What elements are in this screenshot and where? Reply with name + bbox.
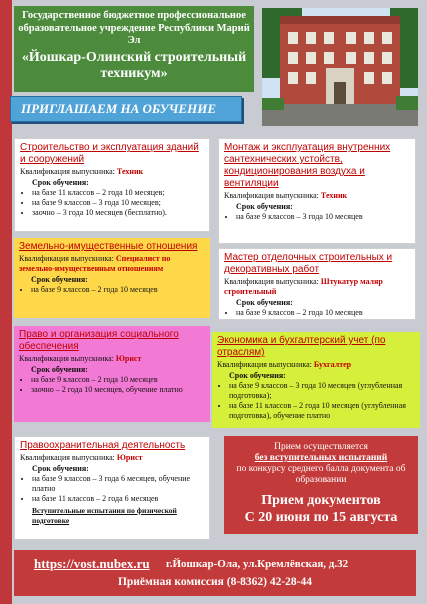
qualification-label: Квалификация выпускника:	[224, 191, 319, 200]
program-card-accounting	[212, 332, 420, 428]
term-list	[224, 212, 410, 222]
admission-dates	[224, 492, 418, 526]
term-list	[19, 375, 205, 395]
term-item: • на базе 9 классов – 3 года 10 месяцев (углубленная подготовка);	[229, 381, 415, 401]
term-label: Срок обучения:	[31, 275, 88, 284]
program-card-plumbing	[218, 138, 416, 244]
program-title: Правоохранительная деятельность	[20, 440, 186, 451]
program-title: Экономика и бухгалтерский учет (по отраслям)	[217, 335, 386, 358]
program-title: Право и организация социального обеспечения	[19, 329, 179, 352]
qualification-value: Техник	[116, 167, 144, 176]
program-card-finishing-works	[218, 248, 416, 320]
term-item: • на базе 9 классов – 3 года 6 месяцев, обучение платно	[32, 474, 204, 494]
entrance-test-note: Вступительные испытания по физической подготовке	[32, 506, 177, 525]
qualification-label: Квалификация выпускника:	[20, 167, 115, 176]
qualification	[20, 167, 204, 177]
contact-footer	[14, 550, 416, 596]
program-title: Монтаж и эксплуатация внутренних сантехнических устойств, кондиционирования воздуха и вентиляции	[224, 142, 391, 189]
term-item: • заочно – 2 года 10 месяцев, обучение платно	[31, 385, 205, 395]
term-item: • на базе 11 классов – 2 года 10 месяцев (углубленная подготовка), обучение платно	[229, 401, 415, 421]
qualification-value: Юрист	[115, 354, 142, 363]
admission-period: С 20 июня по 15 августа	[244, 510, 398, 525]
term-label: Срок обучения:	[32, 464, 89, 473]
admission-line3: по конкурсу среднего балла документа об образовании	[236, 464, 406, 485]
qualification-label: Квалификация выпускника:	[19, 354, 114, 363]
institution-org: Государственное бюджетное профессиональное образовательное учреждение Республики Марий Эл	[18, 10, 250, 46]
qualification-label: Квалификация выпускника:	[19, 254, 114, 263]
admission-line1: Прием осуществляется	[274, 442, 368, 452]
program-title: Земельно-имущественные отношения	[19, 241, 198, 252]
term-label: Срок обучения:	[236, 298, 293, 307]
qualification-value: Техник	[320, 191, 348, 200]
qualification	[19, 354, 205, 364]
qualification	[19, 254, 205, 274]
term-label: Срок обучения:	[31, 365, 88, 374]
term-label: Срок обучения:	[236, 202, 293, 211]
admission-conditions	[224, 442, 418, 486]
program-title: Мастер отделочных строительных и декоративных работ	[224, 252, 393, 275]
program-card-social-law	[14, 326, 210, 422]
qualification	[224, 191, 410, 201]
term-list	[19, 285, 205, 295]
website-link[interactable]: https://vost.nubex.ru	[34, 556, 150, 571]
admission-no-exams: без вступительных испытаний	[254, 453, 388, 463]
term-item: • на базе 9 классов – 3 года 10 месяцев;	[32, 198, 204, 208]
term-list	[20, 188, 204, 218]
admission-docs-label: Прием документов	[261, 493, 381, 508]
qualification-value: Специалист по земельно-имущественным отношениям	[19, 254, 171, 273]
building-photo	[262, 8, 418, 126]
invite-banner: ПРИГЛАШАЕМ НА ОБУЧЕНИЕ	[10, 96, 242, 122]
institution-name: «Йошкар-Олинский строительный техникум»	[21, 49, 247, 81]
qualification	[224, 277, 410, 297]
program-card-construction	[14, 138, 210, 232]
qualification	[20, 453, 204, 463]
term-item: • заочно – 3 года 10 месяцев (бесплатно).	[32, 208, 204, 218]
term-list	[217, 381, 415, 421]
address: г.Йошкар-Ола, ул.Кремлёвская, д.32	[166, 558, 349, 570]
admission-box	[224, 436, 418, 534]
term-label: Срок обучения:	[229, 371, 286, 380]
institution-header	[14, 6, 254, 92]
term-item: • на базе 9 классов – 3 года 10 месяцев	[236, 212, 410, 222]
qualification-label: Квалификация выпускника:	[224, 277, 319, 286]
term-list	[224, 308, 410, 318]
qualification-label: Квалификация выпускника:	[20, 453, 115, 462]
program-card-land-property	[14, 238, 210, 318]
left-red-stripe	[0, 0, 12, 604]
qualification-value: Штукатур маляр строительный	[224, 277, 383, 296]
term-item: • на базе 9 классов – 2 года 10 месяцев	[31, 375, 205, 385]
term-item: • на базе 9 классов – 2 года 10 месяцев	[31, 285, 205, 295]
admissions-phone: Приёмная комиссия (8-8362) 42-28-44	[117, 576, 313, 588]
qualification-value: Юрист	[116, 453, 143, 462]
program-card-law-enforcement	[14, 436, 210, 540]
qualification	[217, 360, 415, 370]
qualification-label: Квалификация выпускника:	[217, 360, 312, 369]
term-item: • на базе 11 классов – 2 года 6 месяцев	[32, 494, 204, 504]
program-title: Строительство и эксплуатация зданий и сооружений	[20, 142, 199, 165]
term-list	[20, 474, 204, 504]
term-label: Срок обучения:	[32, 178, 89, 187]
qualification-value: Бухгалтер	[313, 360, 352, 369]
term-item: • на базе 11 классов – 2 года 10 месяцев;	[32, 188, 204, 198]
term-item: • на базе 9 классов – 2 года 10 месяцев	[236, 308, 410, 318]
